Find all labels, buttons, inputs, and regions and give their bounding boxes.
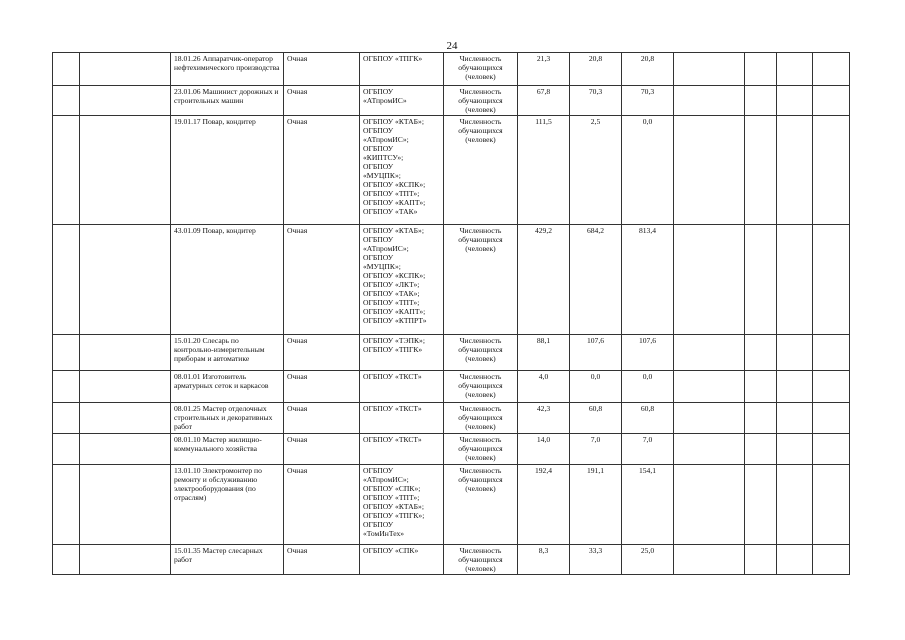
- blank-cell: [80, 545, 171, 575]
- value-cell-3: 0,0: [622, 371, 674, 403]
- blank-cell: [745, 116, 777, 225]
- value-cell-2: 191,1: [570, 465, 622, 545]
- table-row: [53, 116, 850, 225]
- row-number-cell: [53, 225, 80, 335]
- organization-name: «МУЦПК»;: [363, 171, 401, 180]
- profession-cell: 19.01.17 Повар, кондитер: [171, 116, 284, 225]
- value-cell-2: 70,3: [570, 86, 622, 116]
- value-cell-2: 20,8: [570, 53, 622, 86]
- organization-name: ОГБПОУ «ЛКТ»;: [363, 280, 420, 289]
- value-cell-3: 107,6: [622, 335, 674, 371]
- indicator-cell: Численность обучающихся (человек): [444, 371, 518, 403]
- blank-cell: [777, 371, 813, 403]
- organization-name: ОГБПОУ: [363, 144, 394, 153]
- value-cell-3: 70,3: [622, 86, 674, 116]
- organization-name: ОГБПОУ «КТАБ»;: [363, 226, 424, 235]
- table-row: [53, 371, 850, 403]
- study-form-cell: Очная: [284, 465, 360, 545]
- blank-cell: [777, 434, 813, 465]
- organizations-cell: [360, 434, 444, 465]
- organizations-cell: [360, 116, 444, 225]
- organization-name: ОГБПОУ «КТАБ»;: [363, 117, 424, 126]
- profession-cell: 13.01.10 Электромонтер по ремонту и обслуживанию электрооборудования (по отраслям): [171, 465, 284, 545]
- blank-cell: [674, 53, 745, 86]
- organization-name: ОГБПОУ: [363, 253, 394, 262]
- value-cell-1: 192,4: [518, 465, 570, 545]
- row-number-cell: [53, 53, 80, 86]
- blank-cell: [80, 53, 171, 86]
- profession-cell: 08.01.10 Мастер жилищно-коммунального хозяйства: [171, 434, 284, 465]
- value-cell-3: 25,0: [622, 545, 674, 575]
- row-number-cell: [53, 371, 80, 403]
- blank-cell: [674, 465, 745, 545]
- blank-cell: [813, 53, 850, 86]
- blank-cell: [777, 545, 813, 575]
- blank-cell: [813, 225, 850, 335]
- organization-name: ОГБПОУ «ТКСТ»: [363, 372, 422, 381]
- indicator-cell: Численность обучающихся (человек): [444, 335, 518, 371]
- organizations-cell: [360, 86, 444, 116]
- blank-cell: [813, 545, 850, 575]
- organization-name: ОГБПОУ: [363, 126, 394, 135]
- organization-name: «АТпромИС»;: [363, 135, 409, 144]
- row-number-cell: [53, 335, 80, 371]
- page-number: 24: [446, 40, 458, 52]
- profession-cell: 23.01.06 Машинист дорожных и строительных машин: [171, 86, 284, 116]
- table-row: [53, 545, 850, 575]
- blank-cell: [813, 371, 850, 403]
- profession-cell: 15.01.35 Мастер слесарных работ: [171, 545, 284, 575]
- blank-cell: [813, 434, 850, 465]
- value-cell-2: 684,2: [570, 225, 622, 335]
- organization-name: «МУЦПК»;: [363, 262, 401, 271]
- organization-name: ОГБПОУ «ТПГК»: [363, 345, 423, 354]
- indicator-cell: Численность обучающихся (человек): [444, 403, 518, 434]
- value-cell-1: 8,3: [518, 545, 570, 575]
- organization-name: ОГБПОУ «ТПТ»;: [363, 493, 420, 502]
- blank-cell: [80, 403, 171, 434]
- organization-name: «ТомИнТех»: [363, 529, 405, 538]
- value-cell-1: 67,8: [518, 86, 570, 116]
- organization-name: «КИПТСУ»;: [363, 153, 404, 162]
- blank-cell: [80, 86, 171, 116]
- value-cell-1: 42,3: [518, 403, 570, 434]
- organization-name: ОГБПОУ «ТАК»: [363, 207, 418, 216]
- blank-cell: [777, 116, 813, 225]
- indicator-cell: Численность обучающихся (человек): [444, 434, 518, 465]
- row-number-cell: [53, 116, 80, 225]
- indicator-cell: Численность обучающихся (человек): [444, 53, 518, 86]
- organization-name: «АТпромИС»;: [363, 475, 409, 484]
- study-form-cell: Очная: [284, 86, 360, 116]
- study-form-cell: Очная: [284, 225, 360, 335]
- blank-cell: [745, 465, 777, 545]
- study-form-cell: Очная: [284, 335, 360, 371]
- profession-cell: 43.01.09 Повар, кондитер: [171, 225, 284, 335]
- blank-cell: [80, 371, 171, 403]
- table-row: [53, 225, 850, 335]
- value-cell-1: 14,0: [518, 434, 570, 465]
- value-cell-1: 88,1: [518, 335, 570, 371]
- blank-cell: [777, 465, 813, 545]
- indicator-cell: Численность обучающихся (человек): [444, 86, 518, 116]
- value-cell-1: 4,0: [518, 371, 570, 403]
- indicator-cell: Численность обучающихся (человек): [444, 545, 518, 575]
- organization-name: ОГБПОУ «ТПТ»;: [363, 298, 420, 307]
- value-cell-2: 2,5: [570, 116, 622, 225]
- organization-name: ОГБПОУ «ТПГК»;: [363, 511, 425, 520]
- organization-name: ОГБПОУ «КАПТ»;: [363, 198, 426, 207]
- profession-cell: 08.01.01 Изготовитель арматурных сеток и каркасов: [171, 371, 284, 403]
- table-row: [53, 403, 850, 434]
- indicator-cell: Численность обучающихся (человек): [444, 116, 518, 225]
- organization-name: ОГБПОУ «ТЭПК»;: [363, 336, 425, 345]
- blank-cell: [745, 225, 777, 335]
- blank-cell: [674, 116, 745, 225]
- value-cell-3: 0,0: [622, 116, 674, 225]
- blank-cell: [745, 335, 777, 371]
- organizations-cell: [360, 53, 444, 86]
- blank-cell: [745, 53, 777, 86]
- table-row: [53, 465, 850, 545]
- row-number-cell: [53, 434, 80, 465]
- organization-name: ОГБПОУ: [363, 520, 394, 529]
- value-cell-3: 20,8: [622, 53, 674, 86]
- blank-cell: [80, 225, 171, 335]
- value-cell-2: 60,8: [570, 403, 622, 434]
- blank-cell: [745, 86, 777, 116]
- row-number-cell: [53, 86, 80, 116]
- organizations-cell: [360, 465, 444, 545]
- blank-cell: [80, 434, 171, 465]
- blank-cell: [674, 434, 745, 465]
- blank-cell: [674, 86, 745, 116]
- table-row: [53, 434, 850, 465]
- organization-name: ОГБПОУ «КСПК»;: [363, 271, 426, 280]
- blank-cell: [777, 225, 813, 335]
- profession-cell: 15.01.20 Слесарь по контрольно-измерительным приборам и автоматике: [171, 335, 284, 371]
- blank-cell: [674, 403, 745, 434]
- table-row: [53, 86, 850, 116]
- organizations-cell: [360, 225, 444, 335]
- value-cell-3: 7,0: [622, 434, 674, 465]
- organization-name: ОГБПОУ «КТПРТ»: [363, 316, 427, 325]
- blank-cell: [777, 335, 813, 371]
- data-table: [52, 52, 850, 575]
- table-row: [53, 335, 850, 371]
- organization-name: ОГБПОУ: [363, 466, 394, 475]
- blank-cell: [674, 545, 745, 575]
- table-row: [53, 53, 850, 86]
- organization-name: ОГБПОУ «КСПК»;: [363, 180, 426, 189]
- profession-cell: 18.01.26 Аппаратчик-оператор нефтехимического производства: [171, 53, 284, 86]
- value-cell-3: 813,4: [622, 225, 674, 335]
- organizations-cell: [360, 545, 444, 575]
- row-number-cell: [53, 403, 80, 434]
- row-number-cell: [53, 465, 80, 545]
- value-cell-2: 0,0: [570, 371, 622, 403]
- blank-cell: [674, 335, 745, 371]
- blank-cell: [813, 403, 850, 434]
- blank-cell: [80, 116, 171, 225]
- blank-cell: [745, 545, 777, 575]
- value-cell-1: 429,2: [518, 225, 570, 335]
- row-number-cell: [53, 545, 80, 575]
- blank-cell: [777, 403, 813, 434]
- organization-name: ОГБПОУ: [363, 87, 394, 96]
- organization-name: ОГБПОУ «СПК»;: [363, 484, 421, 493]
- study-form-cell: Очная: [284, 545, 360, 575]
- blank-cell: [745, 371, 777, 403]
- organization-name: ОГБПОУ «ТАК»;: [363, 289, 420, 298]
- value-cell-1: 21,3: [518, 53, 570, 86]
- organizations-cell: [360, 335, 444, 371]
- value-cell-3: 154,1: [622, 465, 674, 545]
- organization-name: ОГБПОУ «КТАБ»;: [363, 502, 424, 511]
- blank-cell: [745, 403, 777, 434]
- value-cell-3: 60,8: [622, 403, 674, 434]
- organization-name: ОГБПОУ «КАПТ»;: [363, 307, 426, 316]
- study-form-cell: Очная: [284, 53, 360, 86]
- blank-cell: [745, 434, 777, 465]
- value-cell-1: 111,5: [518, 116, 570, 225]
- organization-name: ОГБПОУ «ТКСТ»: [363, 435, 422, 444]
- value-cell-2: 7,0: [570, 434, 622, 465]
- study-form-cell: Очная: [284, 403, 360, 434]
- profession-cell: 08.01.25 Мастер отделочных строительных и декоративных работ: [171, 403, 284, 434]
- blank-cell: [674, 225, 745, 335]
- value-cell-2: 33,3: [570, 545, 622, 575]
- study-form-cell: Очная: [284, 116, 360, 225]
- organization-name: «АТпромИС»: [363, 96, 407, 105]
- blank-cell: [80, 465, 171, 545]
- organization-name: ОГБПОУ «СПК»: [363, 546, 419, 555]
- blank-cell: [80, 335, 171, 371]
- organization-name: ОГБПОУ «ТКСТ»: [363, 404, 422, 413]
- organization-name: ОГБПОУ «ТПГК»: [363, 54, 423, 63]
- indicator-cell: Численность обучающихся (человек): [444, 465, 518, 545]
- organization-name: ОГБПОУ: [363, 162, 394, 171]
- study-form-cell: Очная: [284, 434, 360, 465]
- blank-cell: [777, 53, 813, 86]
- indicator-cell: Численность обучающихся (человек): [444, 225, 518, 335]
- blank-cell: [813, 335, 850, 371]
- organization-name: ОГБПОУ: [363, 235, 394, 244]
- blank-cell: [674, 371, 745, 403]
- blank-cell: [777, 86, 813, 116]
- organization-name: «АТпромИС»;: [363, 244, 409, 253]
- blank-cell: [813, 465, 850, 545]
- study-form-cell: Очная: [284, 371, 360, 403]
- value-cell-2: 107,6: [570, 335, 622, 371]
- blank-cell: [813, 86, 850, 116]
- blank-cell: [813, 116, 850, 225]
- organization-name: ОГБПОУ «ТПТ»;: [363, 189, 420, 198]
- organizations-cell: [360, 371, 444, 403]
- organizations-cell: [360, 403, 444, 434]
